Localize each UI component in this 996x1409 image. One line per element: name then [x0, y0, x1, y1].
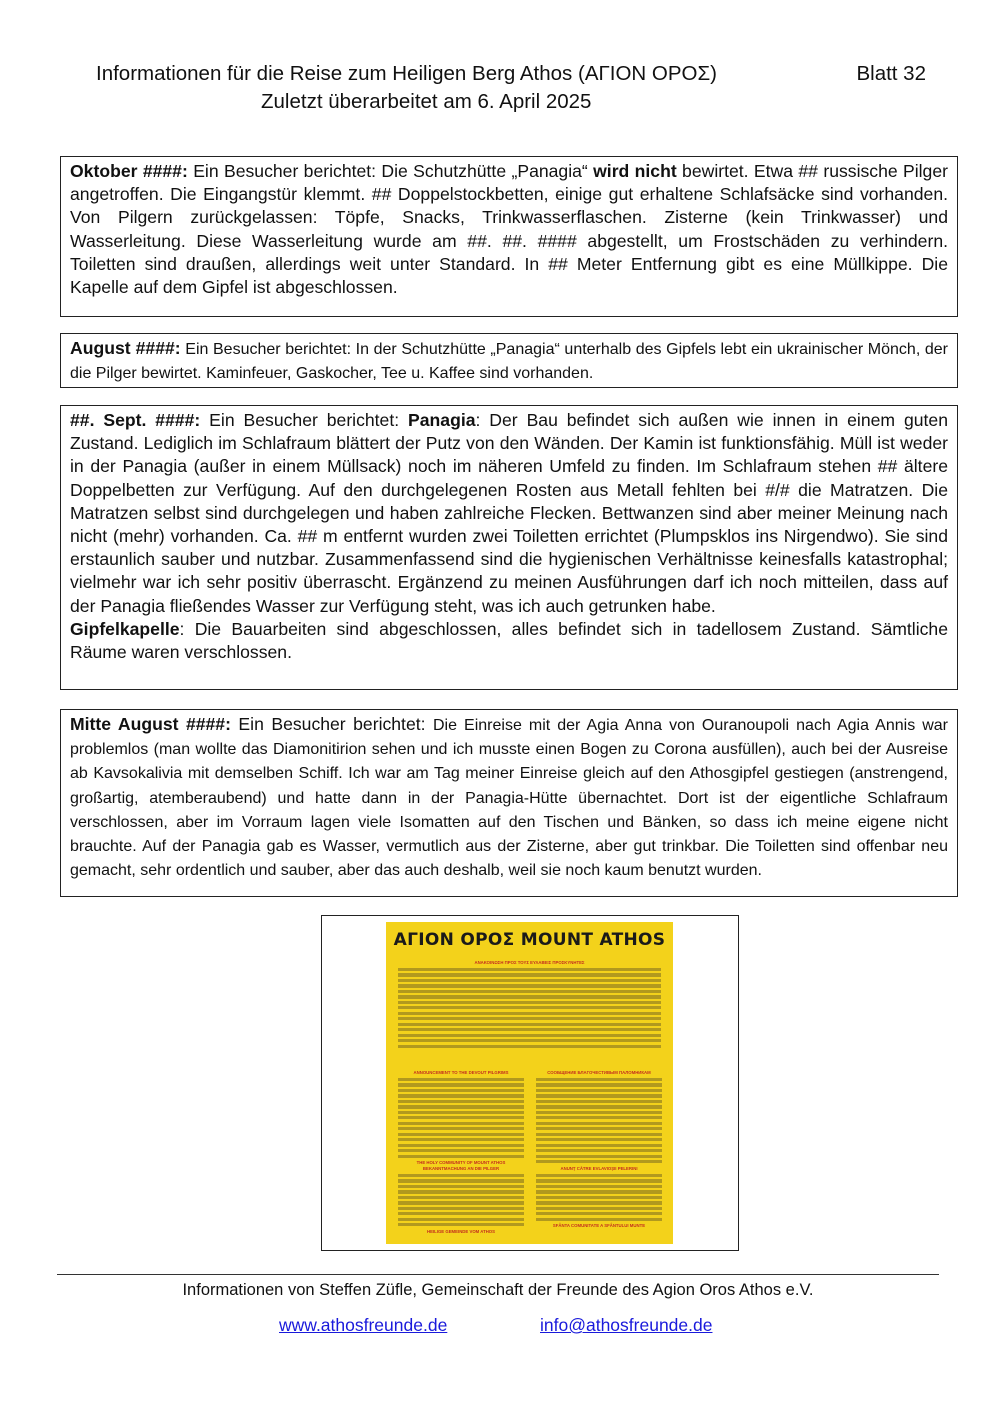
report-text: Die Einreise mit der Agia Anna von Ouranoupoli nach Agia Annis war problemlos (man wollte das Diamonitirion sehen und ich musste einen Bogen zu Corona ausfüllen), auch bei der Ausreise ab Kavsokalivia mit demselben Schiff. Ich war am Tag meiner Einreise gleich auf den Athosgipfel gestiegen (anstrengend, großartig, atemberaubend) und hatte dann in der Panagia-Hütte übernachtet. Dort ist der eigentliche Schlafraum verschlossen, aber im Vorraum lagen viele Isomatten auf den Tischen und Bänken, so dass ich meine eigene nicht brauchte. Auf der Panagia gab es Wasser, vermutlich aus der Zisterne, aber gut trinkbar. Die Toiletten sind offenbar neu gemacht, sehr ordentlich und sauber, aber das auch deshalb, weil sie noch kaum benutzt wurden.	[70, 717, 949, 880]
report-mitte-august	[60, 709, 958, 897]
report-date: Oktober ####:	[70, 161, 188, 181]
title-text: Informationen für die Reise zum Heiligen Berg Athos (ΑΓΙΟΝ ΟΡΟΣ)	[96, 62, 717, 85]
revision-date: Zuletzt überarbeitet am 6. April 2025	[261, 90, 592, 113]
sign-heading: СООБЩЕНИЕ БЛАГОЧЕСТИВЫМ ПАЛОМНИКАМ	[547, 1070, 651, 1075]
sign-footer: HEILIGE GEMEINDE VOM ATHOS	[426, 1228, 496, 1234]
email-link[interactable]: info@athosfreunde.de	[540, 1315, 713, 1335]
website-link[interactable]: www.athosfreunde.de	[279, 1315, 448, 1335]
sheet-number: Blatt 32	[856, 62, 926, 85]
report-august	[60, 333, 958, 388]
sign-heading: ANUNȚ CĂTRE EVLAVIOȘII PELERINI	[560, 1166, 638, 1171]
sign-heading: ANNOUNCEMENT TO THE DEVOUT PILGRIMS	[413, 1070, 509, 1075]
report-text: : Die Bauarbeiten sind abgeschlossen, alles befindet sich in tadellosem Zustand. Sämtliche Räume waren verschlossen.	[70, 618, 948, 663]
report-text: bewirtet. Etwa ## russische Pilger angetroffen. Die Eingangstür klemmt. ## Doppelstockbetten, einige gut erhaltene Schlafsäcke sind vorhanden. Von Pilgern zurückgelassen: Töpfe, Snacks, Trinkwasserflaschen. Zisterne (kein Trinkwasser) und Wasserleitung. Diese Wasserleitung wurde am ##. ##. #### abgestellt, um Frostschäden zu verhindern. Toiletten sind draußen, allerdings weit unter Standard. In ## Meter Entfernung gibt es eine Müllkippe. Die Kapelle auf dem Gipfel ist abgeschlossen.	[70, 161, 948, 298]
sign-german-block	[398, 1164, 524, 1236]
report-date: ##. Sept. ####:	[70, 410, 201, 430]
sign-russian-block	[536, 1068, 662, 1166]
sign-greek-block	[398, 958, 661, 1050]
report-emphasis: wird nicht	[593, 161, 677, 181]
report-text: Ein Besucher berichtet: In der Schutzhütte „Panagia“ unterhalb des Gipfels lebt ein ukrainischer Mönch, der die Pilger bewirtet. Kaminfeuer, Gaskocher, Tee u. Kaffee sind vorhanden.	[70, 341, 948, 383]
sign-heading: BEKANNTMACHUNG AN DIE PILGER	[422, 1166, 500, 1171]
document-title	[96, 61, 926, 87]
sign-heading: ΑΝΑΚΟΙΝΩΣΗ ΠΡΟΣ ΤΟΥΣ ΕΥΛΑΒΕΙΣ ΠΡΟΣΚΥΝΗΤΕΣ	[474, 960, 585, 965]
sign-romanian-block	[536, 1164, 662, 1231]
report-text: Ein Besucher berichtet: Die Schutzhütte „Panagia“	[187, 161, 594, 181]
report-oktober	[60, 156, 958, 317]
report-emphasis: Gipfelkapelle	[70, 618, 180, 639]
yellow-sign	[386, 922, 673, 1244]
sign-footer: THE HOLY COMMUNITY OF MOUNT ATHOS	[416, 1160, 506, 1166]
report-september	[60, 405, 958, 690]
report-text: : Der Bau befindet sich außen wie innen in einem guten Zustand. Lediglich im Schlafraum blättert der Putz von den Wänden. Der Kamin ist funktionsfähig. Müll ist weder in der Panagia (außer in einem Müllsack) noch im näheren Umfeld zu finden. Im Schlafraum stehen ## ältere Doppelbetten zur Verfügung. Auf den durchgelegenen Rosten aus Metall fehlten bei #/# die Matratzen. Die Matratzen selbst sind durchgelegen und haben zahlreiche Flecken. Bettwanzen sind aber meiner Meinung nach nicht (mehr) vorhanden. Ca. ## m entfernt wurden zwei Toiletten errichtet (Plumpsklos ins Nirgendwo). Sie sind erstaunlich sauber und nutzbar. Zusammenfassend sind die hygienischen Verhältnisse keinesfalls katastrophal; vielmehr war ich sehr positiv überrascht. Ergänzend zu meinen Ausführungen darf ich noch mitteilen, dass auf der Panagia fließendes Wasser zur Verfügung steht, was ich auch getrunken habe.	[70, 410, 948, 616]
report-text: Ein Besucher berichtet:	[230, 714, 433, 734]
sign-photo	[321, 915, 739, 1251]
report-date: August ####:	[70, 338, 181, 358]
footer-credit: Informationen von Steffen Züfle, Gemeinschaft der Freunde des Agion Oros Athos e.V.	[182, 1281, 814, 1299]
footer-divider	[57, 1274, 939, 1275]
sign-english-block	[398, 1068, 524, 1168]
report-date: Mitte August ####:	[70, 714, 231, 734]
sign-title: ΑΓΙΟΝ ΟΡΟΣ MOUNT ATHOS	[393, 930, 666, 950]
report-text: Ein Besucher berichtet:	[200, 410, 409, 430]
sign-footer: SFÂNTA COMUNITATE A SFÂNTULUI MUNTE	[552, 1223, 646, 1229]
report-emphasis: Panagia	[408, 410, 476, 430]
